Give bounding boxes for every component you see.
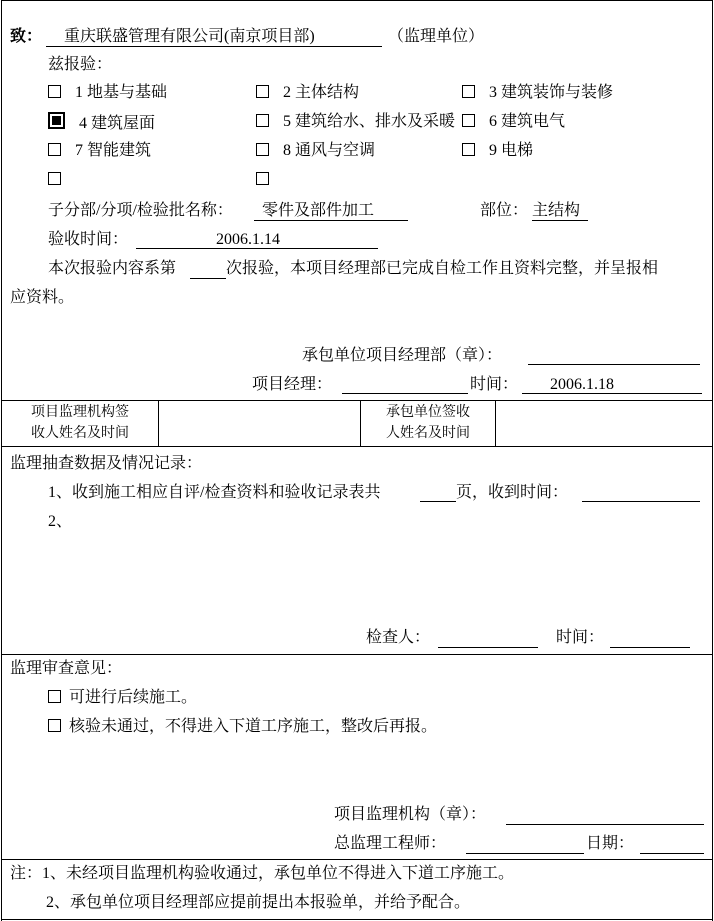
category-item[interactable] xyxy=(48,141,151,161)
received-time-underline xyxy=(582,501,700,502)
intro-text: 兹报验： xyxy=(48,56,113,73)
category-item[interactable] xyxy=(462,83,613,103)
category-checkbox[interactable] xyxy=(256,85,269,98)
category-checkbox[interactable] xyxy=(48,112,65,129)
sign-row-top-line xyxy=(1,400,713,401)
review-option-continue[interactable] xyxy=(48,688,197,708)
inspector-underline xyxy=(438,647,538,648)
reject-checkbox[interactable] xyxy=(48,719,61,732)
review-org-label: 项目监理机构（章）： xyxy=(334,806,487,823)
content-line2: 应资料。 xyxy=(10,289,75,306)
continue-checkbox[interactable] xyxy=(48,690,61,703)
batch-name-value: 零件及部件加工 xyxy=(262,202,375,219)
continue-option-label: 可进行后续施工。 xyxy=(69,689,198,706)
review-top-line xyxy=(1,654,713,655)
batch-name-underline xyxy=(254,220,408,221)
category-item[interactable] xyxy=(48,83,167,103)
category-item[interactable] xyxy=(48,170,75,190)
category-label: 6 建筑电气 xyxy=(489,113,566,130)
inspector-label: 检查人： xyxy=(366,629,431,646)
category-item[interactable] xyxy=(462,141,533,161)
content-line1-prefix: 本次报验内容系第 xyxy=(48,260,177,277)
page-count-underline xyxy=(420,501,456,502)
inspection-title: 监理抽查数据及情况记录： xyxy=(10,455,203,472)
frame-top xyxy=(1,0,713,1)
category-checkbox[interactable] xyxy=(462,143,475,156)
to-label: 致： xyxy=(10,28,43,45)
sign-row-divider-3 xyxy=(495,400,496,446)
category-label: 2 主体结构 xyxy=(283,84,360,101)
submission-count-underline xyxy=(190,278,226,279)
frame-left xyxy=(1,0,2,921)
category-item[interactable] xyxy=(256,170,283,190)
contractor-sign-label-line1: 承包单位签收 xyxy=(386,405,470,420)
review-date-label: 日期： xyxy=(586,835,635,852)
category-item[interactable] xyxy=(462,112,565,132)
contractor-sign-label xyxy=(361,402,495,444)
review-option-reject[interactable] xyxy=(48,717,437,737)
supervisor-unit-suffix: （监理单位） xyxy=(388,28,485,45)
inspection-item1-mid: 页，收到时间： xyxy=(456,484,569,501)
supervisor-sign-label-line2: 收人姓名及时间 xyxy=(31,426,129,441)
category-item[interactable] xyxy=(48,112,155,134)
category-item[interactable] xyxy=(256,112,455,132)
position-label: 部位： xyxy=(480,202,529,219)
category-label: 9 电梯 xyxy=(489,142,534,159)
notes-top-line xyxy=(1,859,713,860)
category-label: 3 建筑装饰与装修 xyxy=(489,84,614,101)
contractor-dept-underline xyxy=(528,364,700,365)
category-checkbox[interactable] xyxy=(256,172,269,185)
review-date-underline xyxy=(640,853,704,854)
acceptance-time-label: 验收时间： xyxy=(48,231,129,248)
contractor-time-label: 时间： xyxy=(470,376,519,393)
position-underline xyxy=(532,220,588,221)
supervisor-sign-label xyxy=(2,402,158,444)
supervisor-sign-label-line1: 项目监理机构签 xyxy=(31,405,129,420)
chief-engineer-underline xyxy=(466,853,584,854)
category-label: 7 智能建筑 xyxy=(75,142,152,159)
sign-row-bottom-line xyxy=(1,446,713,447)
acceptance-time-value: 2006.1.14 xyxy=(216,231,280,248)
category-item[interactable] xyxy=(256,83,359,103)
inspection-item1-prefix: 1、收到施工相应自评/检查资料和验收记录表共 xyxy=(48,484,381,501)
review-org-underline xyxy=(506,824,704,825)
inspection-time-label: 时间： xyxy=(556,629,605,646)
inspection-time-underline xyxy=(610,647,690,648)
contractor-sign-label-line2: 人姓名及时间 xyxy=(386,426,470,441)
review-title: 监理审查意见： xyxy=(10,660,123,677)
contractor-time-value: 2006.1.18 xyxy=(550,376,614,393)
chief-engineer-label: 总监理工程师： xyxy=(334,835,447,852)
category-label: 5 建筑给水、排水及采暖 xyxy=(283,113,456,130)
acceptance-time-underline xyxy=(136,248,378,249)
reject-option-label: 核验未通过，不得进入下道工序施工，整改后再报。 xyxy=(69,718,438,735)
contractor-time-underline xyxy=(522,393,702,394)
contractor-dept-label: 承包单位项目经理部（章）： xyxy=(302,347,503,364)
frame-bottom xyxy=(1,919,713,920)
category-checkbox[interactable] xyxy=(48,172,61,185)
sign-row-divider-1 xyxy=(158,400,159,446)
category-checkbox[interactable] xyxy=(48,143,61,156)
project-manager-label: 项目经理： xyxy=(252,376,333,393)
category-checkbox[interactable] xyxy=(462,114,475,127)
category-label: 1 地基与基础 xyxy=(75,84,168,101)
supervisor-company-underline xyxy=(46,46,382,47)
category-checkbox[interactable] xyxy=(462,85,475,98)
note-1: 注：1、未经项目监理机构验收通过，承包单位不得进入下道工序施工。 xyxy=(10,865,515,882)
category-label: 8 通风与空调 xyxy=(283,142,376,159)
inspection-item2: 2、 xyxy=(48,513,73,530)
batch-name-label: 子分部/分项/检验批名称： xyxy=(48,202,233,219)
supervisor-company: 重庆联盛管理有限公司(南京项目部) xyxy=(64,28,315,45)
category-checkbox[interactable] xyxy=(256,143,269,156)
category-item[interactable] xyxy=(256,141,375,161)
project-manager-underline xyxy=(342,393,468,394)
category-checkbox[interactable] xyxy=(48,85,61,98)
position-value: 主结构 xyxy=(532,202,581,219)
category-checkbox[interactable] xyxy=(256,114,269,127)
note-2: 2、承包单位项目经理部应提前提出本报验单，并给予配合。 xyxy=(46,894,471,911)
content-line1-suffix: 次报验，本项目经理部已完成自检工作且资料完整，并呈报相 xyxy=(226,260,659,277)
frame-right xyxy=(712,0,713,921)
category-label: 4 建筑屋面 xyxy=(79,115,156,132)
